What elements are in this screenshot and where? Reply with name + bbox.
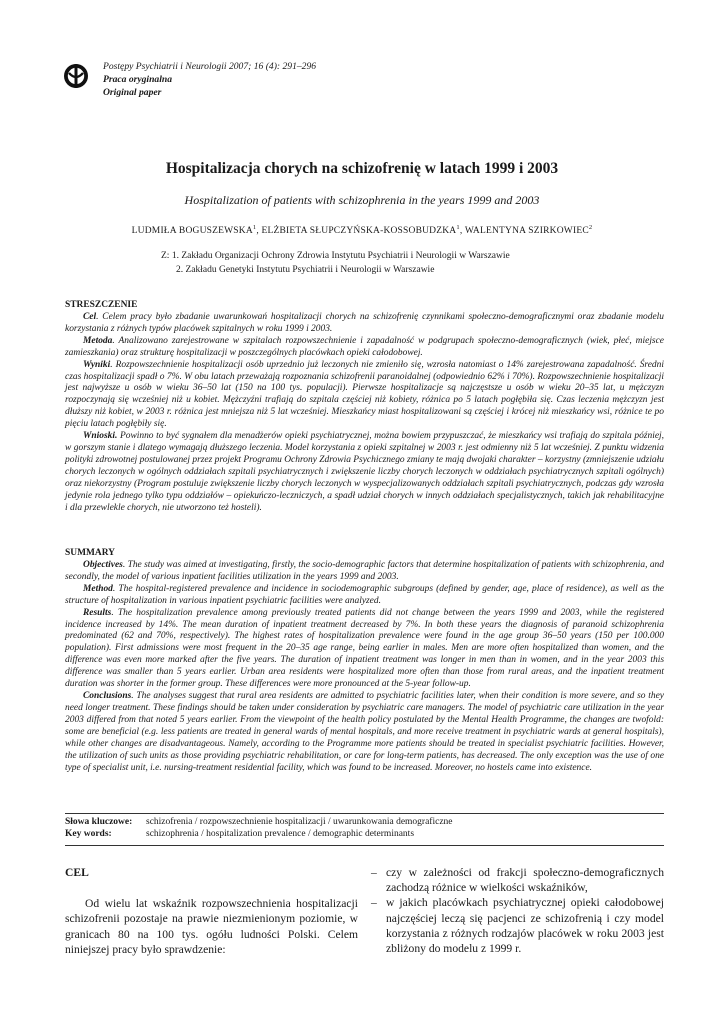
article-type-pl: Praca oryginalna (103, 74, 173, 85)
list-item: – w jakich placówkach psychiatrycznej opieki całodobowej najczęściej leczą się pacjenci ze schizofrenią i czy model korzystania z różnych rodzajów placówek w roku 2003 jest zbliżony do modelu z 1999 r. (371, 896, 664, 956)
body-paragraph: Od wielu lat wskaźnik rozpowszechnienia hospitalizacji schizofrenii pozostaje na prawie niezmienionym poziomie, w granicach 80 na 100 tys. ogółu ludności Polski. Celem niniejszej pracy było sprawdzenie: (65, 897, 358, 956)
keywords (65, 816, 453, 840)
affiliation-marker: 1 (456, 224, 460, 231)
author-name: LUDMIŁA BOGUSZEWSKA (131, 226, 253, 237)
abstract-pl-conclusions: Wnioski. Powinno to być sygnałem dla menadżerów opieki psychiatrycznej, można bowiem przypuszczać, że mieszkańcy wsi trafiają do szpitala później, w gorszym stanie i dlatego wymagają dłuższego leczenia. Model korzystania z opieki szpitalnej w 2003 r. jest odmienny niż 5 lat wcześniej. Z punktu widzenia polityki zdrowotnej postulowanej przez projekt Programu Ochrony Zdrowia Psychicznego zmiany te mają dwojaki charakter – korzystny (zmniejszenie udziału chorych leczonych w ogólnych oddziałach szpitali psychiatrycznych i zwiększenie liczby chorych leczonych w oddziałach psychiatrycznych szpitali ogólnych) oraz niekorzystny (Program postuluje zwiększenie liczby chorych leczonych w wyspecjalizowanych oddziałach szpitali psychiatrycznych, podczas gdy wzrosła jedynie rola jednego tylko typu oddziałów – opiekuńczo-leczniczych, a spadł udział chorych w innych oddziałach specjalistycznych, takich jak rehabilitacyjne i dla przewlekle chorych, nie utworzono też hosteli). (65, 431, 664, 513)
section-heading: CEL (65, 866, 89, 879)
journal-logo-icon (63, 63, 89, 89)
body-column-left (65, 865, 358, 957)
affiliation-1: Z: 1. Zakładu Organizacji Ochrony Zdrowia Instytutu Psychiatrii i Neurologii w Warszawie (161, 251, 510, 261)
affiliation-2: 2. Zakładu Genetyki Instytutu Psychiatrii i Neurologii w Warszawie (176, 264, 435, 275)
abstract-pl-aim: Cel. Celem pracy było zbadanie uwarunkowań hospitalizacji chorych na schizofrenię czynnikami społeczno-demograficznymi oraz zbadanie modelu korzystania z różnych typów placówek szpitalnych w roku 1999 i 2003. (65, 311, 664, 334)
list-item: – czy w zależności od frakcji społeczno-demograficznych zachodzą różnice w wielkości wskaźników, (371, 866, 664, 895)
author-name: WALENTYNA SZIRKOWIEC (464, 226, 589, 237)
abstract-en-objectives: Objectives. The study was aimed at investigating, firstly, the socio-demographic factors that determine hospitalization of patients with schizophrenia, and secondly, the model of various inpatient facilities utilization in the years 1999 and 2003. (65, 559, 664, 582)
keywords-pl: Słowa kluczowe: schizofrenia / rozpowszechnienie hospitalizacji / uwarunkowania demograficzne (65, 817, 453, 827)
divider (65, 845, 664, 846)
article-title: Hospitalizacja chorych na schizofrenię w latach 1999 i 2003 (165, 160, 559, 177)
article-subtitle: Hospitalization of patients with schizophrenia in the years 1999 and 2003 (184, 193, 540, 207)
divider (65, 813, 664, 814)
abstract-pl (65, 300, 664, 515)
abstract-en-heading: SUMMARY (65, 548, 115, 558)
abstract-pl-results: Wyniki. Rozpowszechnienie hospitalizacji osób uprzednio już leczonych nie zmieniło się, wzrosła natomiast o 14% zarejestrowana zapadalność. Średni czas hospitalizacji spadł o 7%. W obu latach przeważają rozpoznania schizofrenii paranoidalnej (odpowiednio 62% i 70%). Rozpowszechnienie hospitalizacji jest najwyższe u osób w wieku 36–50 lat (150 na 100 tys. populacji). Pierwsze hospitalizacje są najczęstsze u osób w wieku 20–35 lat, u mężczyzn rozpoczynają się wcześniej niż u kobiet. Mężczyźni trafiają do szpitala częściej niż kobiety, różnica po 5 latach pogłębiła się. Czas leczenia mężczyzn jest dłuższy niż kobiet, w 2003 r. różnica jest mniejsza niż 5 lat wcześniej. Mieszkańcy miast hospitalizowani są częściej i krócej niż mieszkańcy wsi, różnice te po pięciu latach pogłębiły się. (65, 359, 664, 430)
abstract-en (65, 548, 664, 775)
affiliation-marker: 2 (588, 224, 593, 231)
article-type-en: Original paper (103, 87, 162, 98)
abstract-pl-method: Metoda. Analizowano zarejestrowane w szpitalach rozpowszechnienie i zapadalność w podgrupach społeczno-demograficznych (wiek, płeć, miejsce zamieszkania) oraz strukturę hospitalizacji w poszczególnych placówkach opieki całodobowej. (65, 335, 664, 358)
abstract-en-conclusions: Conclusions. The analyses suggest that rural area residents are admitted to psychiatric facilities later, when their condition is more severe, and so they need longer treatment. These findings should be taken under consideration by psychiatric care managers. The model of psychiatric care utilization in the year 2003 differed from that noted 5 years earlier. From the viewpoint of the health policy postulated by the Mental Health Programme, the changes are twofold: some are beneficial (e.g. less patients are treated in general wards of mental hospitals, and more receive treatment in psychiatric wards at general hospitals), while other changes are disadvantageous. Namely, according to the Programme more patients should be treated in specialist psychiatric facilities. However, the utilization of such units as those providing psychiatric rehabilitation, or care for long-term patients, has decreased. The only exception was the use of one type of specialist unit, i.e. nursing-treatment residential facility, which was found to be increased. Moreover, no hostels came into existence. (65, 691, 664, 773)
journal-citation: Postępy Psychiatrii i Neurologii 2007; 16 (4): 291–296 (103, 61, 317, 72)
journal-header (103, 60, 316, 99)
affiliation-marker: 1 (252, 224, 257, 231)
abstract-en-method: Method. The hospital-registered prevalence and incidence in sociodemographic subgroups (defined by gender, age, place of residence), as well as the structure of hospitalization in various inpatient psychiatric facilities were analyzed. (65, 583, 664, 606)
affiliations (161, 250, 510, 277)
author-list: LUDMIŁA BOGUSZEWSKA$^1$, ELŻBIETA SŁUPCZYŃSKA-KOSSOBUDZKA$^1$, WALENTYNA SZIRKOWIEC$^2$ (131, 224, 593, 237)
body-column-right (371, 865, 664, 956)
keywords-en: Key words: schizophrenia / hospitalization prevalence / demographic determinants (65, 829, 415, 839)
author-name: ELŻBIETA SŁUPCZYŃSKA-KOSSOBUDZKA (261, 226, 457, 237)
abstract-en-results: Results. The hospitalization prevalence among previously treated patients did not change between the years 1999 and 2003, while the registered incidence increased by 14%. The mean duration of inpatient treatment decreased by 7%. In both these years the diagnosis of paranoid schizophrenia predominated (62 and 70%, respectively). The highest rates of hospitalization prevalence were found in the age group 36–50 years (150 per 100.000 population). First admissions were most frequent in the 20–35 age range, being earlier in males. Men are more often hospitalized than women, and the difference was even more marked after the five years. The duration of inpatient treatment was longer in men than in women, and in the year 2003 this difference was smaller than 5 years earlier. Urban area residents were hospitalized more often than those from rural areas, and the inpatient treatment duration was shorter in the former group. These differences were more pronounced at the 5-year follow-up. (65, 607, 664, 690)
abstract-pl-heading: STRESZCZENIE (65, 300, 138, 310)
